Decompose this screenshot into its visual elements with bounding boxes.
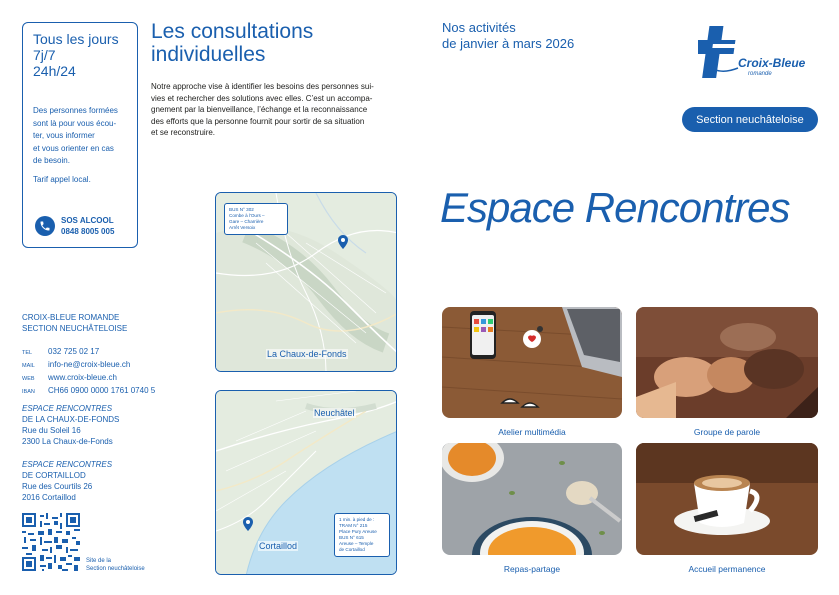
address-cortaillod: ESPACE RENCONTRES DE CORTAILLOD Rue des Courtils 26 2016 Cortaillod xyxy=(22,460,113,502)
map2-city-label-bottom: Cortaillod xyxy=(259,541,298,551)
map1-bus-note: BUS N° 302 Combe à l'Ours – Gare – Charrière Arrêt Versoix xyxy=(224,203,288,235)
website-link[interactable]: www.croix-bleue.ch xyxy=(48,373,117,382)
caption-accueil-permanence: Accueil permanence xyxy=(688,564,766,574)
caption-groupe-de-parole: Groupe de parole xyxy=(693,427,761,437)
consultations-text: Notre approche vise à identifier les besoins des personnes sui- vies et rechercher des solutions avec elles. C’est un accompa- gnement par la bienveillance, l’échange et la reconnaissance des efforts que la personne fournit pour sortir de sa situation et se reconstruire. xyxy=(151,82,374,138)
activities-period: Nos activités de janvier à mars 2026 xyxy=(442,20,575,51)
hours-box xyxy=(22,22,138,248)
photo-repas-partage xyxy=(442,443,622,555)
location-pin-icon[interactable] xyxy=(338,235,348,249)
contact-row-iban: IBAN CH66 0900 0000 1761 0740 5 xyxy=(22,385,155,398)
photo-groupe-de-parole xyxy=(636,307,818,418)
iban-value: CH66 0900 0000 1761 0740 5 xyxy=(48,386,156,395)
map-chaux-de-fonds[interactable] xyxy=(215,192,397,372)
sos-number[interactable]: 0848 8005 005 xyxy=(61,227,115,236)
photo-atelier-multimedia xyxy=(442,307,622,418)
caption-repas-partage: Repas-partage xyxy=(503,564,561,574)
contact-list xyxy=(22,346,155,398)
section-neuchateloise-button[interactable]: Section neuchâteloise xyxy=(682,107,818,132)
location-pin-icon[interactable] xyxy=(243,517,253,531)
tarif-note: Tarif appel local. xyxy=(33,175,91,184)
hours-description: Des personnes formées sont là pour vous écou- ter, vous informer et vous orienter en cas de besoin. xyxy=(33,106,118,165)
photo-accueil-permanence xyxy=(636,443,818,555)
contact-row-tel: TEL 032 725 02 17 xyxy=(22,346,155,359)
map-cortaillod[interactable] xyxy=(215,390,397,575)
qr-code[interactable] xyxy=(22,513,80,571)
sos-label: SOS ALCOOL xyxy=(61,216,114,225)
main-title: Espace Rencontres xyxy=(440,184,790,231)
sos-alcool[interactable] xyxy=(35,215,114,237)
qr-caption: Site de la Section neuchâteloise xyxy=(86,558,145,572)
logo-sub: romande xyxy=(748,71,772,77)
contact-row-mail: MAIL info-ne@croix-bleue.ch xyxy=(22,359,155,372)
croix-bleue-logo xyxy=(698,22,818,82)
phone-icon xyxy=(35,216,55,236)
consultations-title: Les consultations individuelles xyxy=(151,20,314,66)
map2-city-label-top: Neuchâtel xyxy=(314,408,355,418)
email-link[interactable]: info-ne@croix-bleue.ch xyxy=(48,360,131,369)
address-chaux-de-fonds: ESPACE RENCONTRES DE LA CHAUX-DE-FONDS Rue du Soleil 16 2300 La Chaux-de-Fonds xyxy=(22,404,120,446)
map1-city-label: La Chaux-de-Fonds xyxy=(267,349,347,359)
phone-link[interactable]: 032 725 02 17 xyxy=(48,347,100,356)
contact-row-web: WEB www.croix-bleue.ch xyxy=(22,372,155,385)
map2-transport-note: 1 min. à pied de : TRAM N° 215 Place Pury Areuse BUS N° 615 Areuse – Temple de Cortaillod xyxy=(334,513,390,557)
hours-title: Tous les jours 7j/7 24h/24 xyxy=(33,31,119,79)
caption-atelier-multimedia: Atelier multimédia xyxy=(498,427,566,437)
logo-name: Croix-Bleue xyxy=(738,56,806,70)
org-name: CROIX-BLEUE ROMANDE SECTION NEUCHÂTELOISE xyxy=(22,313,128,333)
